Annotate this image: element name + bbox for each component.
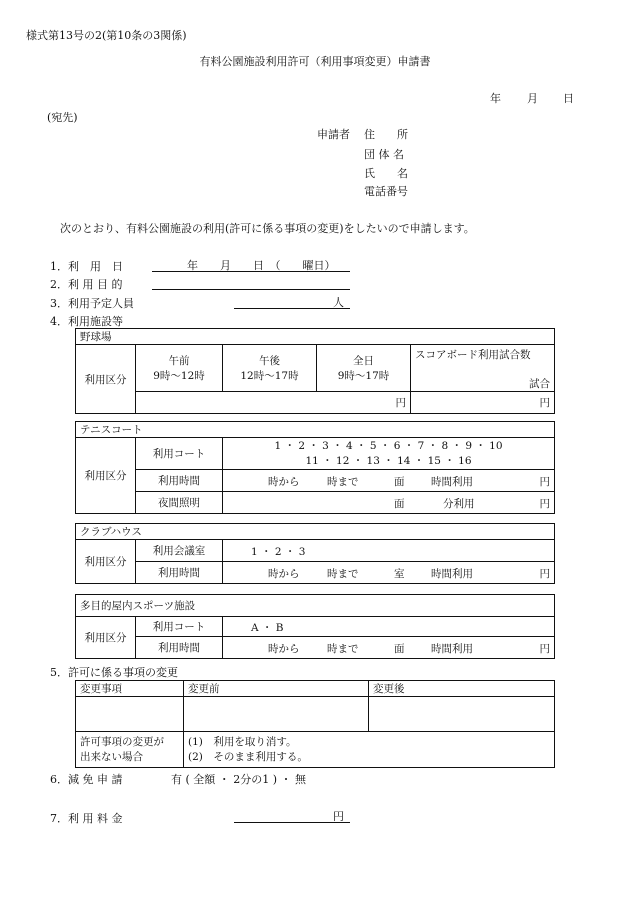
change-after-header: 変更後 — [369, 681, 555, 697]
item-6-label: 6．減 免 申 請 — [50, 773, 123, 786]
clubhouse-room-unit: 室 — [394, 568, 405, 580]
scoreboard-fee-cell[interactable] — [411, 392, 555, 414]
item-1-label: 1．利 用 日 — [50, 260, 123, 273]
applicant-label: 申請者 — [317, 128, 350, 141]
games-unit: 試合 — [529, 378, 551, 390]
tennis-night-label: 夜間照明 — [136, 492, 223, 514]
tennis-night-cell[interactable] — [223, 492, 555, 514]
change-table — [75, 680, 555, 768]
applicant-address-label: 住 所 — [364, 128, 408, 141]
baseball-morning[interactable] — [136, 345, 223, 392]
clubhouse-rooms: 1 ・ 2 ・ 3 — [251, 546, 306, 558]
tennis-hours-use: 時間利用 — [431, 476, 473, 488]
change-before-header: 変更前 — [184, 681, 369, 697]
no-change-line1: 許可事項の変更が — [80, 735, 164, 748]
tennis-courts-row2: 11 ・ 12 ・ 13 ・ 14 ・ 15 ・ 16 — [305, 454, 472, 467]
scoreboard-yen: 円 — [539, 397, 551, 409]
baseball-allday[interactable] — [317, 345, 411, 392]
indoor-court-label: 利用コート — [136, 617, 223, 637]
clubhouse-rooms-cell[interactable] — [223, 540, 555, 562]
indoor-time-label: 利用時間 — [136, 637, 223, 659]
tennis-title: テニスコート — [76, 422, 555, 438]
item-7-label: 7．利 用 料 金 — [50, 812, 123, 825]
morning-time: 9時〜12時 — [153, 370, 205, 382]
use-date-text: 年 月 日 （ 曜日） — [187, 259, 336, 272]
indoor-courts-cell[interactable] — [223, 617, 555, 637]
applicant-group-label: 団 体 名 — [364, 148, 404, 161]
use-purpose-field[interactable] — [152, 275, 350, 290]
clubhouse-to: 時まで — [327, 568, 359, 580]
tennis-courts-cell[interactable] — [223, 438, 555, 470]
indoor-from: 時から — [268, 643, 300, 655]
item-4-label: 4．利用施設等 — [50, 315, 123, 328]
clubhouse-table — [75, 523, 555, 584]
tennis-time-cell[interactable] — [223, 470, 555, 492]
morning-label: 午前 — [168, 355, 190, 367]
indoor-category: 利用区分 — [76, 617, 136, 659]
baseball-table — [75, 328, 555, 414]
item-3-label: 3．利用予定人員 — [50, 297, 134, 310]
clubhouse-title: クラブハウス — [76, 524, 555, 540]
form-number: 様式第13号の2(第10条の3関係) — [26, 29, 187, 42]
tennis-category: 利用区分 — [76, 438, 136, 514]
night-yen: 円 — [539, 498, 551, 510]
baseball-afternoon[interactable] — [223, 345, 317, 392]
reduction-options[interactable]: 有 ( 全額 ・ 2分の1 ) ・ 無 — [171, 773, 307, 786]
indoor-to: 時まで — [327, 643, 359, 655]
indoor-courts: A ・ B — [251, 622, 284, 634]
baseball-title: 野球場 — [76, 329, 555, 345]
clubhouse-time-label: 利用時間 — [136, 562, 223, 584]
item-2-label: 2．利 用 目 的 — [50, 278, 123, 291]
baseball-fee-cell[interactable] — [136, 392, 411, 414]
tennis-courts-row1: 1 ・ 2 ・ 3 ・ 4 ・ 5 ・ 6 ・ 7 ・ 8 ・ 9 ・ 10 — [274, 439, 503, 452]
date-year: 年 — [490, 92, 501, 105]
night-minutes-use: 分利用 — [443, 498, 475, 510]
addressee: (宛先) — [47, 111, 78, 124]
clubhouse-category: 利用区分 — [76, 540, 136, 584]
no-change-line2: 出来ない場合 — [80, 750, 143, 763]
clubhouse-room-label: 利用会議室 — [136, 540, 223, 562]
clubhouse-yen: 円 — [539, 568, 551, 580]
tennis-faces: 面 — [394, 476, 405, 488]
applicant-name-label: 氏 名 — [364, 167, 408, 180]
baseball-yen: 円 — [395, 397, 406, 409]
people-unit: 人 — [333, 296, 344, 309]
tennis-from: 時から — [268, 476, 300, 488]
afternoon-label: 午後 — [259, 355, 280, 367]
tennis-to: 時まで — [327, 476, 359, 488]
indoor-table — [75, 594, 555, 659]
use-date-field[interactable] — [152, 257, 350, 272]
night-faces: 面 — [394, 498, 405, 510]
change-item-cell[interactable] — [76, 697, 184, 732]
no-change-options[interactable] — [184, 732, 555, 768]
option-keep[interactable]: (2) そのまま利用する。 — [188, 750, 308, 763]
no-change-label — [76, 732, 184, 768]
tennis-time-label: 利用時間 — [136, 470, 223, 492]
change-before-cell[interactable] — [184, 697, 369, 732]
scoreboard-cell[interactable] — [411, 345, 555, 392]
change-item-header: 変更事項 — [76, 681, 184, 697]
scoreboard-label: スコアボード利用試合数 — [415, 349, 531, 361]
item-5-label: 5．許可に係る事項の変更 — [50, 666, 178, 679]
clubhouse-time-cell[interactable] — [223, 562, 555, 584]
indoor-yen: 円 — [539, 643, 551, 655]
indoor-faces: 面 — [394, 643, 405, 655]
date-day: 日 — [563, 92, 574, 105]
indoor-title: 多目的屋内スポーツ施設 — [76, 595, 555, 617]
tennis-yen: 円 — [539, 476, 551, 488]
clubhouse-hours-use: 時間利用 — [431, 568, 473, 580]
planned-people-field[interactable] — [234, 294, 350, 309]
tennis-court-label: 利用コート — [136, 438, 223, 470]
option-cancel[interactable]: (1) 利用を取り消す。 — [188, 735, 297, 748]
baseball-category: 利用区分 — [76, 345, 136, 414]
afternoon-time: 12時〜17時 — [240, 370, 299, 382]
fee-unit: 円 — [333, 810, 344, 823]
usage-fee-field[interactable] — [234, 808, 350, 823]
allday-time: 9時〜17時 — [337, 370, 390, 382]
change-after-cell[interactable] — [369, 697, 555, 732]
clubhouse-from: 時から — [268, 568, 300, 580]
intro-text: 次のとおり、有料公園施設の利用(許可に係る事項の変更)をしたいので申請します。 — [60, 222, 475, 235]
indoor-hours-use: 時間利用 — [431, 643, 473, 655]
page-title: 有料公園施設利用許可（利用事項変更）申請書 — [199, 55, 431, 68]
tennis-table — [75, 421, 555, 514]
applicant-phone-label: 電話番号 — [364, 185, 408, 198]
allday-label: 全日 — [353, 355, 374, 367]
indoor-time-cell[interactable] — [223, 637, 555, 659]
date-month: 月 — [527, 92, 538, 105]
